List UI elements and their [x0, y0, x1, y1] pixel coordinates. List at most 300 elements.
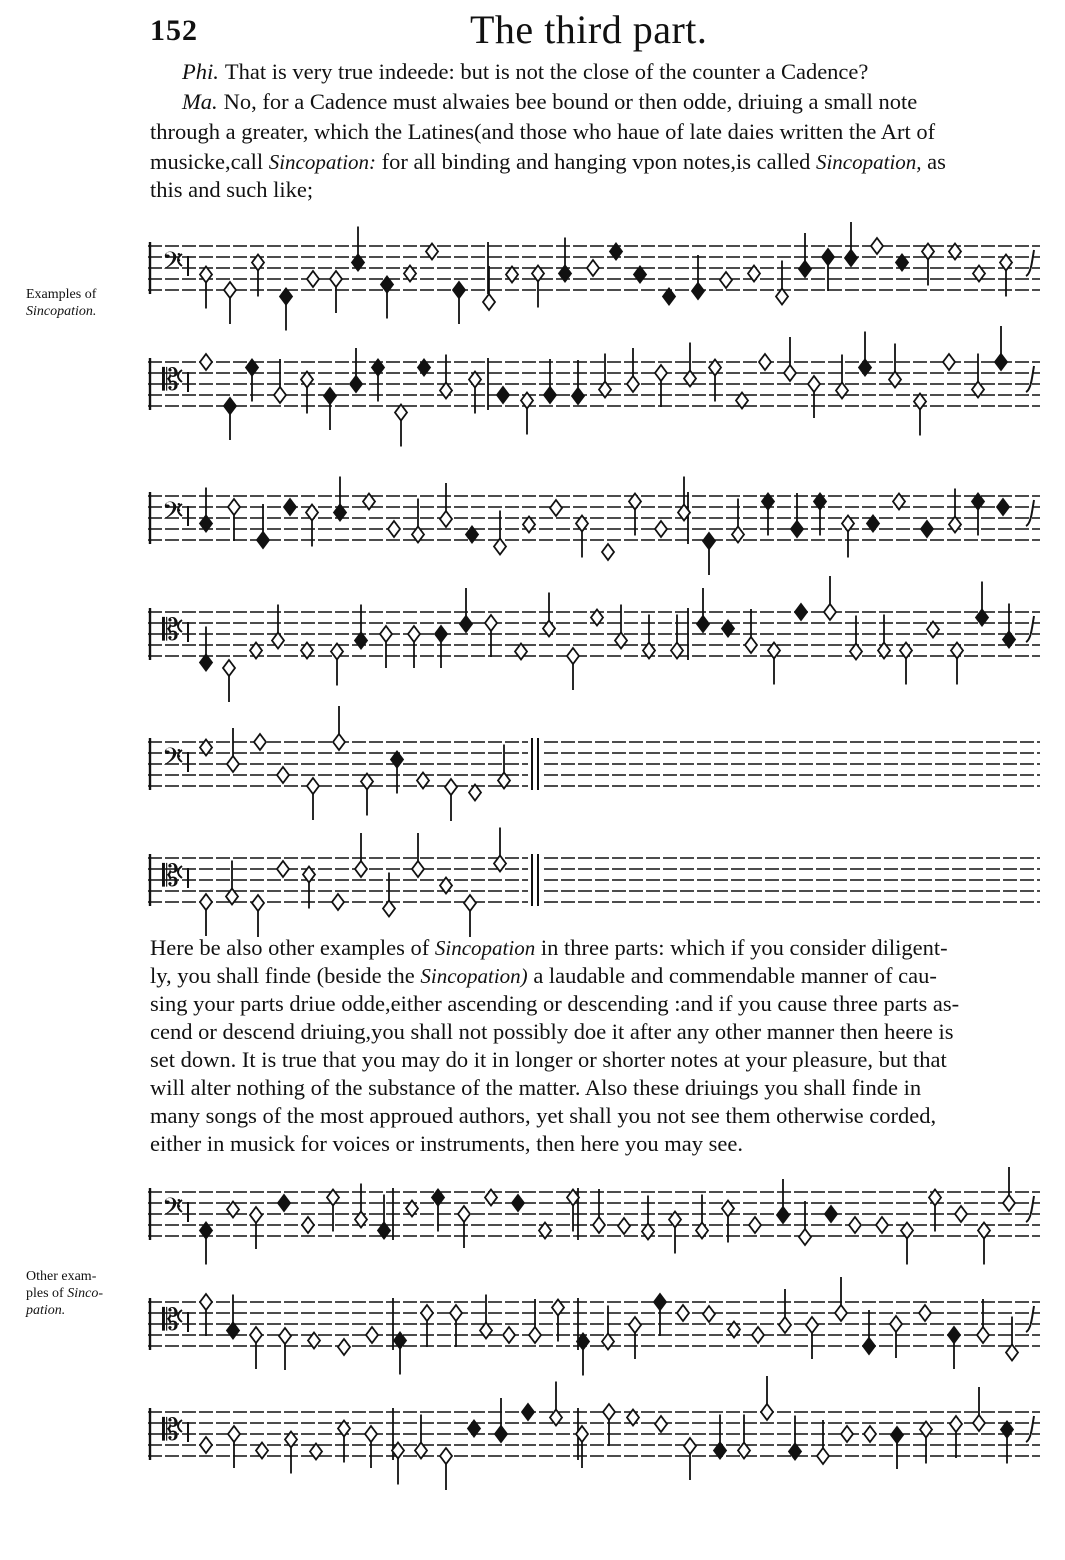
note-icon [355, 833, 367, 877]
note-head [301, 372, 313, 388]
note-icon [876, 1217, 888, 1233]
text-run: cend or descend driuing,you shall not possibly doe it after any other manner then heere is [150, 1019, 954, 1044]
note-icon [878, 615, 890, 659]
note-head [383, 901, 395, 917]
note-icon [415, 1415, 427, 1459]
note-icon [602, 1306, 614, 1350]
note-head [642, 1224, 654, 1240]
note-icon [889, 344, 901, 388]
note-icon [302, 1217, 314, 1233]
note-icon [503, 1327, 515, 1343]
note-head [949, 517, 961, 533]
dialogue-line [150, 118, 1040, 146]
note-head [450, 1305, 462, 1321]
note-icon [450, 1305, 462, 1347]
note-head [388, 521, 400, 537]
note-head [223, 660, 235, 676]
paragraph-line [150, 1046, 1040, 1074]
note-head [506, 267, 518, 283]
note-head [497, 387, 509, 403]
italic-term: Sincopation. [26, 304, 97, 319]
note-icon [752, 1327, 764, 1343]
note-head [284, 499, 296, 515]
note-head [458, 1206, 470, 1222]
text-run: That is very true indeede: but is not the close of the counter a Cadence? [224, 59, 869, 84]
note-icon [250, 1327, 262, 1369]
note-icon [272, 605, 284, 649]
note-icon [920, 1422, 932, 1464]
note-head [871, 238, 883, 254]
note-icon [544, 359, 556, 403]
note-head [955, 1206, 967, 1222]
note-icon [593, 1189, 605, 1233]
note-icon [412, 499, 424, 543]
note-icon [200, 894, 212, 936]
note-icon [791, 493, 803, 537]
note-head [523, 517, 535, 533]
note-icon [512, 1195, 524, 1211]
note-head [200, 1294, 212, 1310]
note-head [272, 633, 284, 649]
paragraph-line [150, 1018, 1040, 1046]
note-icon [1006, 1317, 1018, 1361]
note-icon [703, 1306, 715, 1322]
italic-term: pation. [26, 1303, 66, 1318]
dialogue-line [150, 176, 1040, 204]
note-icon [951, 643, 963, 685]
note-icon [257, 504, 269, 548]
note-icon [738, 1415, 750, 1459]
page-number: 152 [150, 14, 198, 47]
note-head [973, 1415, 985, 1431]
note-head [779, 1317, 791, 1333]
text-run: ples of [26, 1286, 68, 1301]
note-head [824, 604, 836, 620]
note-icon [799, 233, 811, 277]
dialogue-line-phi [182, 58, 1065, 86]
note-icon [745, 609, 757, 653]
note-head [469, 372, 481, 388]
margin-note-other-examples [26, 1268, 103, 1319]
note-head [200, 354, 212, 370]
note-icon [498, 745, 510, 789]
paragraph-line [150, 1130, 1040, 1158]
note-head [440, 511, 452, 527]
note-icon [453, 282, 465, 324]
note-icon [1001, 1422, 1013, 1464]
note-icon [227, 1295, 239, 1339]
note-head [1003, 1195, 1015, 1211]
dialogue-line [150, 148, 1040, 176]
note-head [795, 604, 807, 620]
note-head [200, 894, 212, 910]
italic-term: Sincopation) [420, 964, 528, 988]
note-head [845, 250, 857, 266]
note-head [380, 626, 392, 642]
note-icon [274, 359, 286, 403]
note-icon [799, 1201, 811, 1245]
text-run: this and such like; [150, 177, 314, 202]
note-icon [759, 354, 771, 370]
italic-term: Sincopation: [268, 150, 377, 174]
note-icon [977, 1299, 989, 1343]
clef-icon: 𝄡 [162, 859, 179, 894]
note-head [330, 271, 342, 287]
note-icon [784, 337, 796, 381]
note-icon [599, 354, 611, 398]
custos-icon [1026, 616, 1034, 642]
note-head [876, 1217, 888, 1233]
note-head [977, 1327, 989, 1343]
note-head [602, 544, 614, 560]
note-icon [576, 516, 588, 558]
note-head [324, 388, 336, 404]
note-icon [543, 593, 555, 637]
note-head [224, 398, 236, 414]
clef-icon: 𝄡 [162, 613, 179, 648]
note-head [720, 272, 732, 288]
note-icon [223, 660, 235, 702]
note-head [395, 405, 407, 421]
note-icon [445, 779, 457, 821]
note-icon [361, 774, 373, 816]
note-icon [841, 1426, 853, 1442]
note-icon [254, 734, 266, 750]
note-icon [842, 516, 854, 558]
note-head [836, 383, 848, 399]
music-system-4 [148, 1178, 1040, 1508]
note-head [943, 354, 955, 370]
clef-icon: 𝄢 [162, 497, 182, 532]
note-icon [523, 517, 535, 533]
note-icon [458, 1206, 470, 1248]
note-head [224, 282, 236, 298]
text-run: through a greater, which the Latines(and those who haue of late daies written the Art of [150, 119, 936, 144]
note-icon [355, 605, 367, 649]
note-icon [671, 615, 683, 659]
note-icon [200, 354, 212, 370]
note-icon [224, 398, 236, 440]
note-icon [1003, 1167, 1015, 1211]
note-icon [618, 1218, 630, 1234]
note-icon [277, 767, 289, 783]
custos-icon [1026, 1416, 1034, 1442]
note-icon [901, 1223, 913, 1265]
note-head [421, 1305, 433, 1321]
note-head [806, 1317, 818, 1333]
music-system-3 [148, 728, 1040, 928]
note-head [338, 1339, 350, 1355]
note-head [200, 267, 212, 283]
note-head [391, 752, 403, 768]
note-icon [655, 1416, 667, 1432]
note-icon [972, 354, 984, 398]
note-head [655, 365, 667, 381]
note-head [849, 1217, 861, 1233]
music-notation [148, 482, 1040, 692]
note-icon [890, 1316, 902, 1358]
note-icon [228, 1426, 240, 1468]
note-head [1001, 1422, 1013, 1438]
note-icon [806, 1317, 818, 1359]
note-head [655, 1416, 667, 1432]
note-icon [332, 894, 344, 910]
note-head [485, 615, 497, 631]
note-head [355, 633, 367, 649]
note-icon [627, 348, 639, 392]
note-icon [768, 643, 780, 685]
note-head [250, 1207, 262, 1223]
note-icon [927, 622, 939, 638]
note-head [634, 267, 646, 283]
note-head [200, 655, 212, 671]
italic-term: Sinco- [67, 1286, 103, 1301]
note-icon [634, 267, 646, 283]
text-run: No, for a Cadence must alwaies bee bound or then odde, driuing a small note [223, 89, 918, 114]
note-icon [642, 1196, 654, 1240]
note-head [445, 779, 457, 795]
note-head [677, 1305, 689, 1321]
clef-icon: 𝄡 [162, 1413, 179, 1448]
clef-icon: 𝄡 [162, 1303, 179, 1338]
note-head [307, 271, 319, 287]
note-icon [333, 706, 345, 750]
dialogue-line-ma [182, 88, 1065, 116]
note-head [483, 294, 495, 310]
text-run: Examples of [26, 287, 97, 302]
note-icon [532, 266, 544, 308]
note-head [228, 1426, 240, 1442]
note-head [777, 1207, 789, 1223]
note-icon [324, 388, 336, 430]
note-head [544, 387, 556, 403]
note-head [587, 260, 599, 276]
music-system-2 [148, 482, 1040, 692]
note-icon [850, 616, 862, 660]
note-head [629, 1317, 641, 1333]
note-icon [310, 1444, 322, 1460]
note-head [927, 622, 939, 638]
clef-icon: 𝄢 [162, 1193, 182, 1228]
note-icon [976, 582, 988, 626]
music-notation [148, 728, 1040, 928]
note-head [663, 289, 675, 305]
note-head [408, 626, 420, 642]
note-icon [779, 1289, 791, 1333]
note-head [332, 894, 344, 910]
note-head [745, 637, 757, 653]
margin-note-examples [26, 286, 96, 320]
note-icon [378, 1195, 390, 1239]
note-icon [654, 1294, 666, 1336]
note-head [863, 1338, 875, 1354]
note-icon [995, 326, 1007, 370]
note-head [791, 521, 803, 537]
custos-icon [1026, 366, 1034, 392]
note-head [453, 282, 465, 298]
note-icon [720, 272, 732, 288]
note-head [365, 1426, 377, 1442]
note-icon [703, 533, 715, 575]
note-icon [761, 1376, 773, 1420]
italic-term: Sincopation, [815, 150, 922, 174]
note-icon [277, 861, 289, 877]
note-head [227, 756, 239, 772]
italic-term: Sincopation [434, 936, 536, 960]
note-head [200, 1437, 212, 1453]
custos-icon [1026, 1306, 1034, 1332]
note-head [412, 861, 424, 877]
note-icon [891, 1427, 903, 1469]
note-icon [550, 500, 562, 516]
note-icon [285, 1432, 297, 1474]
music-notation [148, 232, 1040, 442]
note-head [440, 383, 452, 399]
note-icon [227, 728, 239, 772]
note-icon [252, 895, 264, 937]
note-head [252, 895, 264, 911]
note-icon [200, 267, 212, 309]
note-head [440, 1448, 452, 1464]
note-icon [577, 1334, 589, 1376]
note-head [692, 283, 704, 299]
text-run: musicke,call [150, 149, 269, 174]
note-icon [494, 511, 506, 555]
note-head [302, 1217, 314, 1233]
note-head [822, 249, 834, 265]
note-head [227, 1202, 239, 1218]
note-icon [900, 643, 912, 685]
note-head [469, 785, 481, 801]
note-head [366, 1327, 378, 1343]
text-run: set down. It is true that you may do it in longer or shorter notes at your pleasure, but that [150, 1047, 947, 1072]
note-head [464, 895, 476, 911]
page-title: The third part. [470, 7, 708, 52]
custos-icon [1026, 500, 1034, 526]
text-run: in three parts: which if you consider diligent- [535, 935, 948, 960]
note-head [835, 1305, 847, 1321]
note-icon [978, 1223, 990, 1265]
paragraph-line [150, 934, 1040, 962]
note-head [361, 774, 373, 790]
text-run: for all binding and hanging vpon notes,is called [376, 149, 816, 174]
note-head [603, 1404, 615, 1420]
note-icon [352, 227, 364, 271]
note-head [228, 499, 240, 515]
text-run: sing your parts driue odde,either ascending or descending :and if you cause three parts as- [150, 991, 960, 1016]
note-icon [284, 499, 296, 515]
note-icon [696, 1195, 708, 1239]
note-head [817, 1448, 829, 1464]
note-icon [567, 648, 579, 690]
note-icon [497, 387, 509, 403]
note-icon [200, 1223, 212, 1265]
note-head [655, 521, 667, 537]
note-head [522, 1404, 534, 1420]
note-head [460, 616, 472, 632]
note-icon [307, 271, 319, 287]
note-icon [480, 1295, 492, 1339]
note-icon [421, 1305, 433, 1347]
note-icon [677, 1305, 689, 1321]
note-icon [469, 372, 481, 414]
note-icon [845, 222, 857, 266]
note-icon [200, 1437, 212, 1453]
note-icon [835, 1277, 847, 1321]
note-head [529, 1327, 541, 1343]
note-head [789, 1444, 801, 1460]
note-icon [200, 627, 212, 671]
note-icon [331, 644, 343, 686]
text-run: ly, you shall finde (beside the [150, 963, 421, 988]
note-icon [440, 483, 452, 527]
note-head [355, 861, 367, 877]
note-head [512, 1195, 524, 1211]
paragraph-line [150, 1074, 1040, 1102]
note-head [277, 767, 289, 783]
note-icon [955, 1206, 967, 1222]
note-head [776, 289, 788, 305]
note-icon [365, 1426, 377, 1468]
paragraph-line [150, 1102, 1040, 1130]
note-icon [278, 1195, 290, 1211]
note-icon [279, 1328, 291, 1370]
note-icon [226, 861, 238, 905]
note-icon [629, 1317, 641, 1359]
note-icon [697, 588, 709, 632]
note-head [250, 1327, 262, 1343]
paragraph-line [150, 962, 1040, 990]
note-icon [602, 544, 614, 560]
note-head [494, 539, 506, 555]
note-icon [412, 833, 424, 877]
note-head [921, 521, 933, 537]
text-run: Other exam- [26, 1269, 97, 1284]
note-head [515, 644, 527, 660]
note-icon [863, 1310, 875, 1354]
note-head [572, 388, 584, 404]
note-icon [388, 521, 400, 537]
custos-icon [1026, 250, 1034, 276]
note-head [997, 499, 1009, 515]
note-head [435, 626, 447, 642]
note-head [333, 734, 345, 750]
note-head [799, 1229, 811, 1245]
note-head [759, 354, 771, 370]
note-icon [943, 354, 955, 370]
note-icon [380, 626, 392, 668]
note-icon [440, 355, 452, 399]
custos-icon [1026, 1196, 1034, 1222]
note-icon [494, 828, 506, 872]
note-head [280, 289, 292, 305]
note-icon [824, 576, 836, 620]
note-icon [408, 626, 420, 668]
note-head [808, 376, 820, 392]
note-icon [732, 499, 744, 543]
note-icon [559, 238, 571, 282]
note-icon [485, 615, 497, 657]
note-head [331, 644, 343, 660]
note-icon [435, 626, 447, 668]
note-icon [355, 1184, 367, 1228]
note-head [914, 394, 926, 410]
note-icon [200, 1294, 212, 1336]
note-icon [440, 1448, 452, 1490]
note-head [310, 1444, 322, 1460]
clef-icon: 𝄡 [162, 363, 179, 398]
note-icon [849, 1217, 861, 1233]
